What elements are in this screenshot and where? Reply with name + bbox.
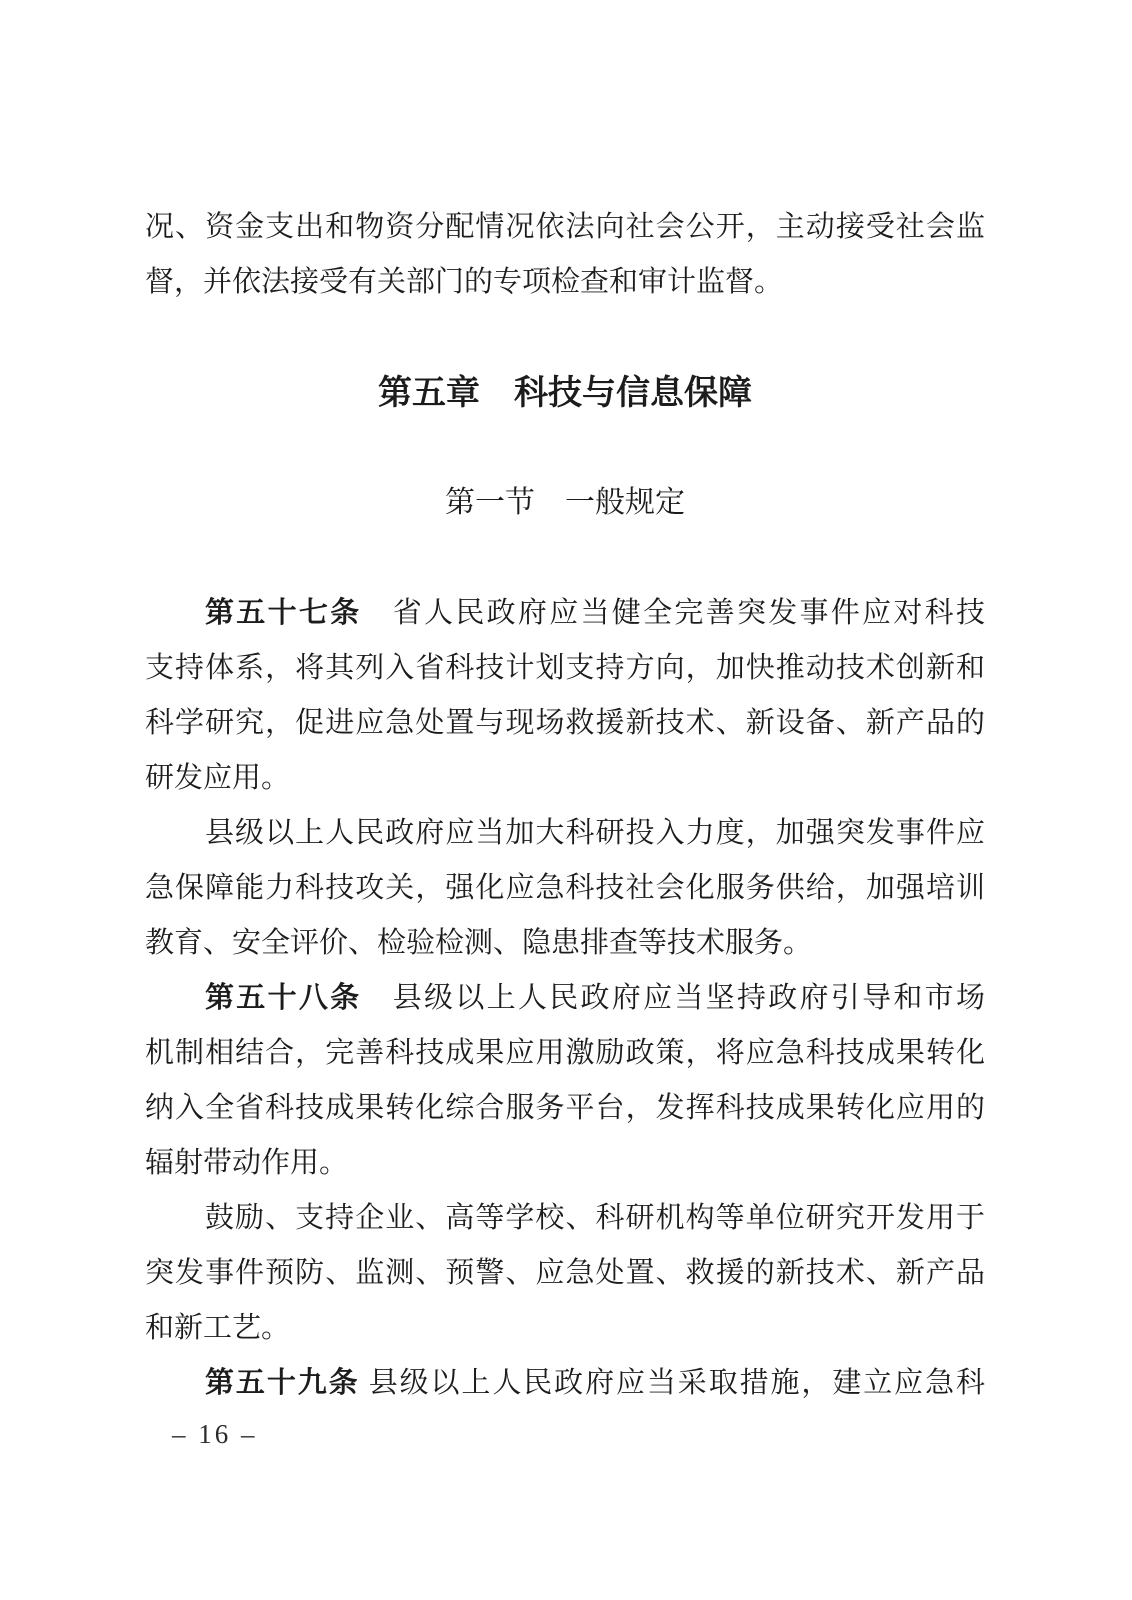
text-line: 研发应用。 xyxy=(145,762,291,794)
text-line xyxy=(145,586,985,641)
text-span: 县级以上人民政府应当采取措施，建立应急科 xyxy=(359,1367,985,1399)
text-line: 鼓励、支持企业、高等学校、科研机构等单位研究开发用于 xyxy=(205,1202,985,1234)
article-58-paragraph-2 xyxy=(145,1191,985,1356)
section-number: 第一节 xyxy=(445,486,535,519)
section-heading xyxy=(145,475,985,530)
article-number: 第五十九条 xyxy=(205,1367,360,1399)
text-line: 县级以上人民政府应当加大科研投入力度，加强突发事件应 xyxy=(205,817,985,849)
chapter-heading xyxy=(145,366,985,421)
paragraph-intro xyxy=(145,200,985,310)
text-line: 纳入全省科技成果转化综合服务平台，发挥科技成果转化应用的 xyxy=(145,1092,985,1124)
text-line xyxy=(145,971,985,1026)
article-58-paragraph-1 xyxy=(145,971,985,1191)
text-line: 科学研究，促进应急处置与现场救援新技术、新设备、新产品的 xyxy=(145,707,985,739)
text-line: 机制相结合，完善科技成果应用激励政策，将应急科技成果转化 xyxy=(145,1037,985,1069)
text-line: 和新工艺。 xyxy=(145,1312,291,1344)
text-span: 县级以上人民政府应当坚持政府引导和市场 xyxy=(361,982,985,1014)
chapter-number: 第五章 xyxy=(378,374,480,412)
document-body xyxy=(145,200,985,1411)
text-line: 督，并依法接受有关部门的专项检查和审计监督。 xyxy=(145,266,784,298)
text-line: 辐射带动作用。 xyxy=(145,1147,349,1179)
article-59-paragraph-1 xyxy=(145,1356,985,1411)
article-number: 第五十八条 xyxy=(205,982,362,1014)
text-line: 急保障能力科技攻关，强化应急科技社会化服务供给，加强培训 xyxy=(145,872,985,904)
chapter-title: 科技与信息保障 xyxy=(514,374,752,412)
text-line: 况、资金支出和物资分配情况依法向社会公开，主动接受社会监 xyxy=(145,211,985,243)
section-title: 一般规定 xyxy=(565,486,685,519)
text-line: 支持体系，将其列入省科技计划支持方向，加快推动技术创新和 xyxy=(145,652,985,684)
text-line: 教育、安全评价、检验检测、隐患排查等技术服务。 xyxy=(145,927,813,959)
text-line: 突发事件预防、监测、预警、应急处置、救援的新技术、新产品 xyxy=(145,1257,985,1289)
article-57-paragraph-2 xyxy=(145,806,985,971)
article-57-paragraph-1 xyxy=(145,586,985,806)
page-number: – 16 – xyxy=(172,1419,258,1449)
text-span: 省人民政府应当健全完善突发事件应对科技 xyxy=(361,597,985,629)
article-number: 第五十七条 xyxy=(205,597,362,629)
text-line xyxy=(145,1356,985,1411)
